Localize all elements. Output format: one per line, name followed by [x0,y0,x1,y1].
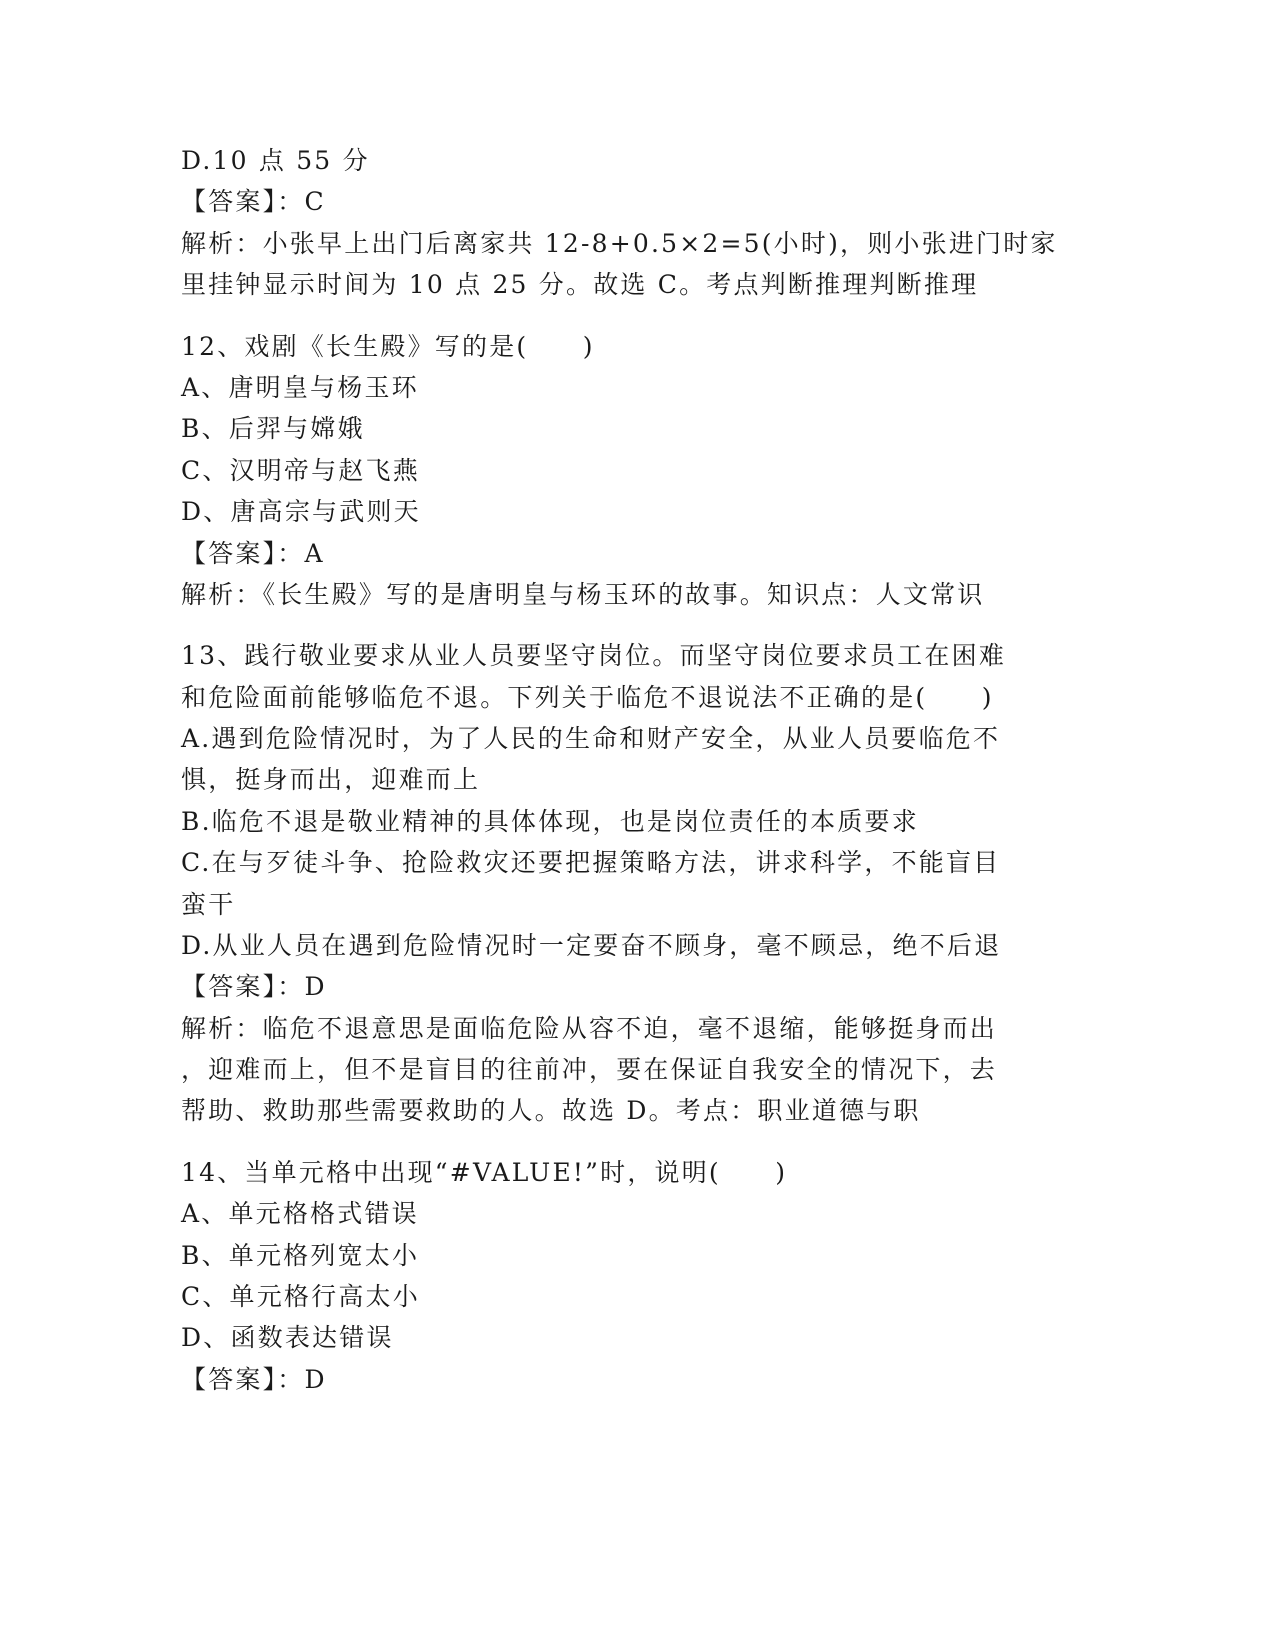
question-14-stem: 14、当单元格中出现“#VALUE!”时，说明( ) [181,1158,788,1187]
explanation-line: 里挂钟显示时间为 10 点 25 分。故选 C。考点判断推理判断推理 [181,270,979,299]
question-14-option-c: C、单元格行高太小 [181,1282,420,1311]
answer-line: 【答案】：C [181,187,326,216]
question-13-option-a: A.遇到危险情况时，为了人民的生命和财产安全，从业人员要临危不 [181,724,1001,753]
question-12-stem: 12、戏剧《长生殿》写的是( ) [181,332,595,361]
question-13-explanation: 解析：临危不退意思是面临危险从容不迫，毫不退缩，能够挺身而出 [181,1014,998,1043]
question-12-option-d: D、唐高宗与武则天 [181,497,421,526]
question-13-option-c-cont: 蛮干 [181,890,236,919]
question-14-option-b: B、单元格列宽太小 [181,1241,420,1270]
explanation-line: 解析：小张早上出门后离家共 12-8+0.5×2=5(小时)，则小张进门时家 [181,229,1058,258]
question-13-option-c: C.在与歹徒斗争、抢险救灾还要把握策略方法，讲求科学，不能盲目 [181,848,1001,877]
question-13-stem-line: 13、践行敬业要求从业人员要坚守岗位。而坚守岗位要求员工在困难 [181,641,1007,670]
question-13-explanation: ，迎难而上，但不是盲目的往前冲，要在保证自我安全的情况下，去 [181,1055,998,1084]
question-13-stem-line: 和危险面前能够临危不退。下列关于临危不退说法不正确的是( ) [181,683,994,712]
question-13-explanation: 帮助、救助那些需要救助的人。故选 D。考点：职业道德与职 [181,1096,921,1125]
question-12-option-b: B、后羿与嫦娥 [181,414,365,443]
question-13-option-d: D.从业人员在遇到危险情况时一定要奋不顾身，毫不顾忌，绝不后退 [181,931,1002,960]
question-14-option-a: A、单元格格式错误 [181,1199,419,1228]
option-d: D.10 点 55 分 [181,146,370,175]
question-14-option-d: D、函数表达错误 [181,1323,394,1352]
question-14-answer: 【答案】：D [181,1365,327,1394]
question-13-option-b: B.临危不退是敬业精神的具体体现，也是岗位责任的本质要求 [181,807,919,836]
question-13-answer: 【答案】：D [181,972,327,1001]
question-12-option-a: A、唐明皇与杨玉环 [181,373,419,402]
question-12-explanation: 解析：《长生殿》写的是唐明皇与杨玉环的故事。知识点：人文常识 [181,580,985,609]
question-13-option-a-cont: 惧，挺身而出，迎难而上 [181,765,481,794]
question-12-answer: 【答案】：A [181,539,325,568]
question-12-option-c: C、汉明帝与赵飞燕 [181,456,420,485]
